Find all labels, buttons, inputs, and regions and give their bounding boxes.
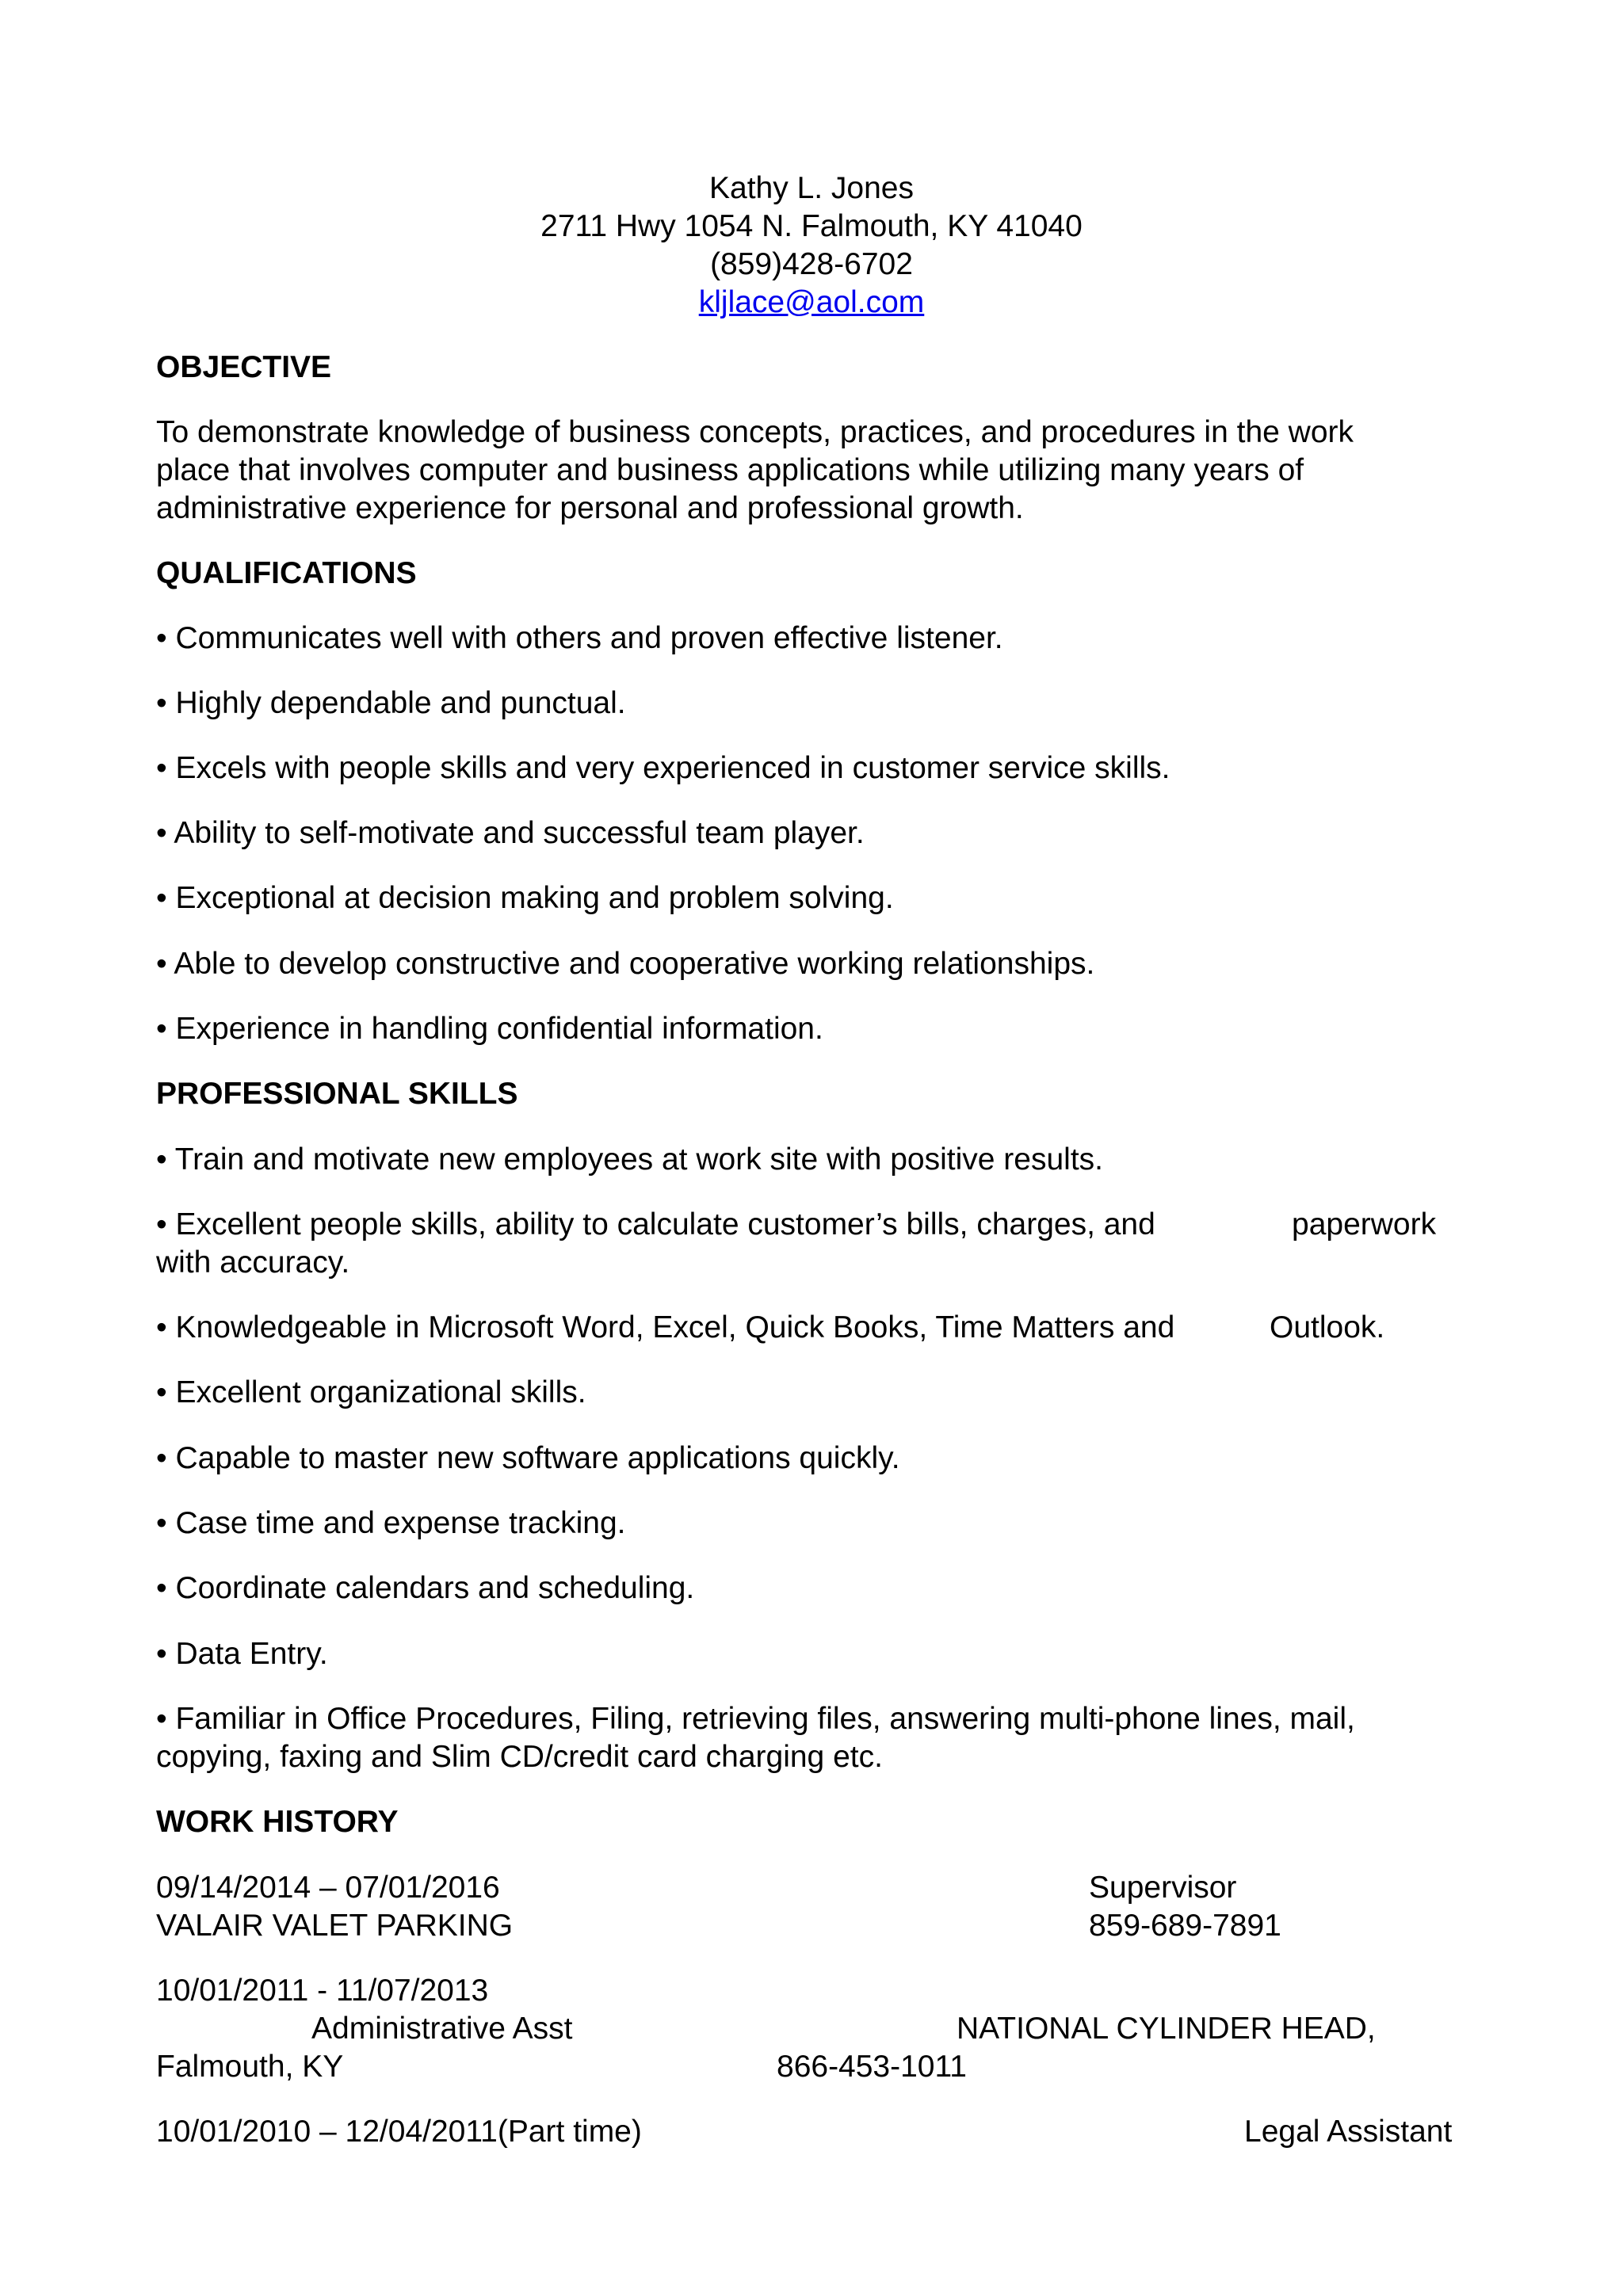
- job-title: Administrative Asst: [311, 2012, 573, 2046]
- job-company: VALAIR VALET PARKING: [156, 1909, 514, 1943]
- skill-item: • Familiar in Office Procedures, Filing, retrieving files, answering multi-phone lines, mail,: [156, 1702, 1355, 1736]
- job-dates: 10/01/2011 - 11/07/2013: [156, 1974, 489, 2008]
- job-location: Falmouth, KY: [156, 2050, 344, 2084]
- contact-name: Kathy L. Jones: [709, 171, 914, 205]
- job-phone: 866-453-1011: [777, 2050, 967, 2084]
- skill-item-continued: copying, faxing and Slim CD/credit card charging etc.: [156, 1740, 883, 1774]
- job-dates: 09/14/2014 – 07/01/2016: [156, 1871, 500, 1905]
- job-title: Legal Assistant: [1244, 2115, 1453, 2149]
- job-phone: 859-689-7891: [1089, 1909, 1281, 1943]
- skill-item: • Capable to master new software applications quickly.: [156, 1441, 900, 1475]
- objective-line: To demonstrate knowledge of business concepts, practices, and procedures in the work: [156, 415, 1354, 449]
- qualification-item: • Ability to self-motivate and successful team player.: [156, 816, 865, 850]
- qualification-item: • Excels with people skills and very experienced in customer service skills.: [156, 751, 1170, 785]
- skill-item-continued: paperwork: [1292, 1207, 1437, 1241]
- skill-item: • Data Entry.: [156, 1637, 328, 1671]
- skill-item: • Case time and expense tracking.: [156, 1506, 626, 1540]
- objective-line: administrative experience for personal and professional growth.: [156, 491, 1024, 525]
- qualification-item: • Able to develop constructive and cooperative working relationships.: [156, 947, 1095, 981]
- qualification-item: • Communicates well with others and proven effective listener.: [156, 621, 1003, 655]
- contact-address: 2711 Hwy 1054 N. Falmouth, KY 41040: [540, 209, 1083, 243]
- skill-item-continued: Outlook.: [1270, 1310, 1385, 1344]
- qualification-item: • Experience in handling confidential information.: [156, 1012, 823, 1046]
- work-history-heading: WORK HISTORY: [156, 1805, 399, 1839]
- skill-item: • Knowledgeable in Microsoft Word, Excel, Quick Books, Time Matters and: [156, 1310, 1175, 1344]
- objective-line: place that involves computer and business applications while utilizing many years of: [156, 453, 1304, 487]
- objective-heading: OBJECTIVE: [156, 350, 332, 384]
- skill-item: • Excellent people skills, ability to calculate customer’s bills, charges, and: [156, 1207, 1155, 1241]
- skills-heading: PROFESSIONAL SKILLS: [156, 1077, 518, 1111]
- contact-email-link[interactable]: kljlace@aol.com: [698, 285, 925, 319]
- job-title: Supervisor: [1089, 1871, 1237, 1905]
- skill-item: • Excellent organizational skills.: [156, 1375, 586, 1409]
- skill-item: • Coordinate calendars and scheduling.: [156, 1571, 695, 1605]
- job-company: NATIONAL CYLINDER HEAD,: [957, 2012, 1376, 2046]
- qualifications-heading: QUALIFICATIONS: [156, 556, 417, 590]
- job-dates: 10/01/2010 – 12/04/2011(Part time): [156, 2115, 642, 2149]
- skill-item-continued: with accuracy.: [156, 1245, 350, 1280]
- qualification-item: • Exceptional at decision making and problem solving.: [156, 881, 894, 915]
- contact-email-row: [0, 284, 1623, 322]
- contact-phone: (859)428-6702: [710, 247, 913, 281]
- skill-item: • Train and motivate new employees at work site with positive results.: [156, 1142, 1104, 1177]
- qualification-item: • Highly dependable and punctual.: [156, 686, 626, 720]
